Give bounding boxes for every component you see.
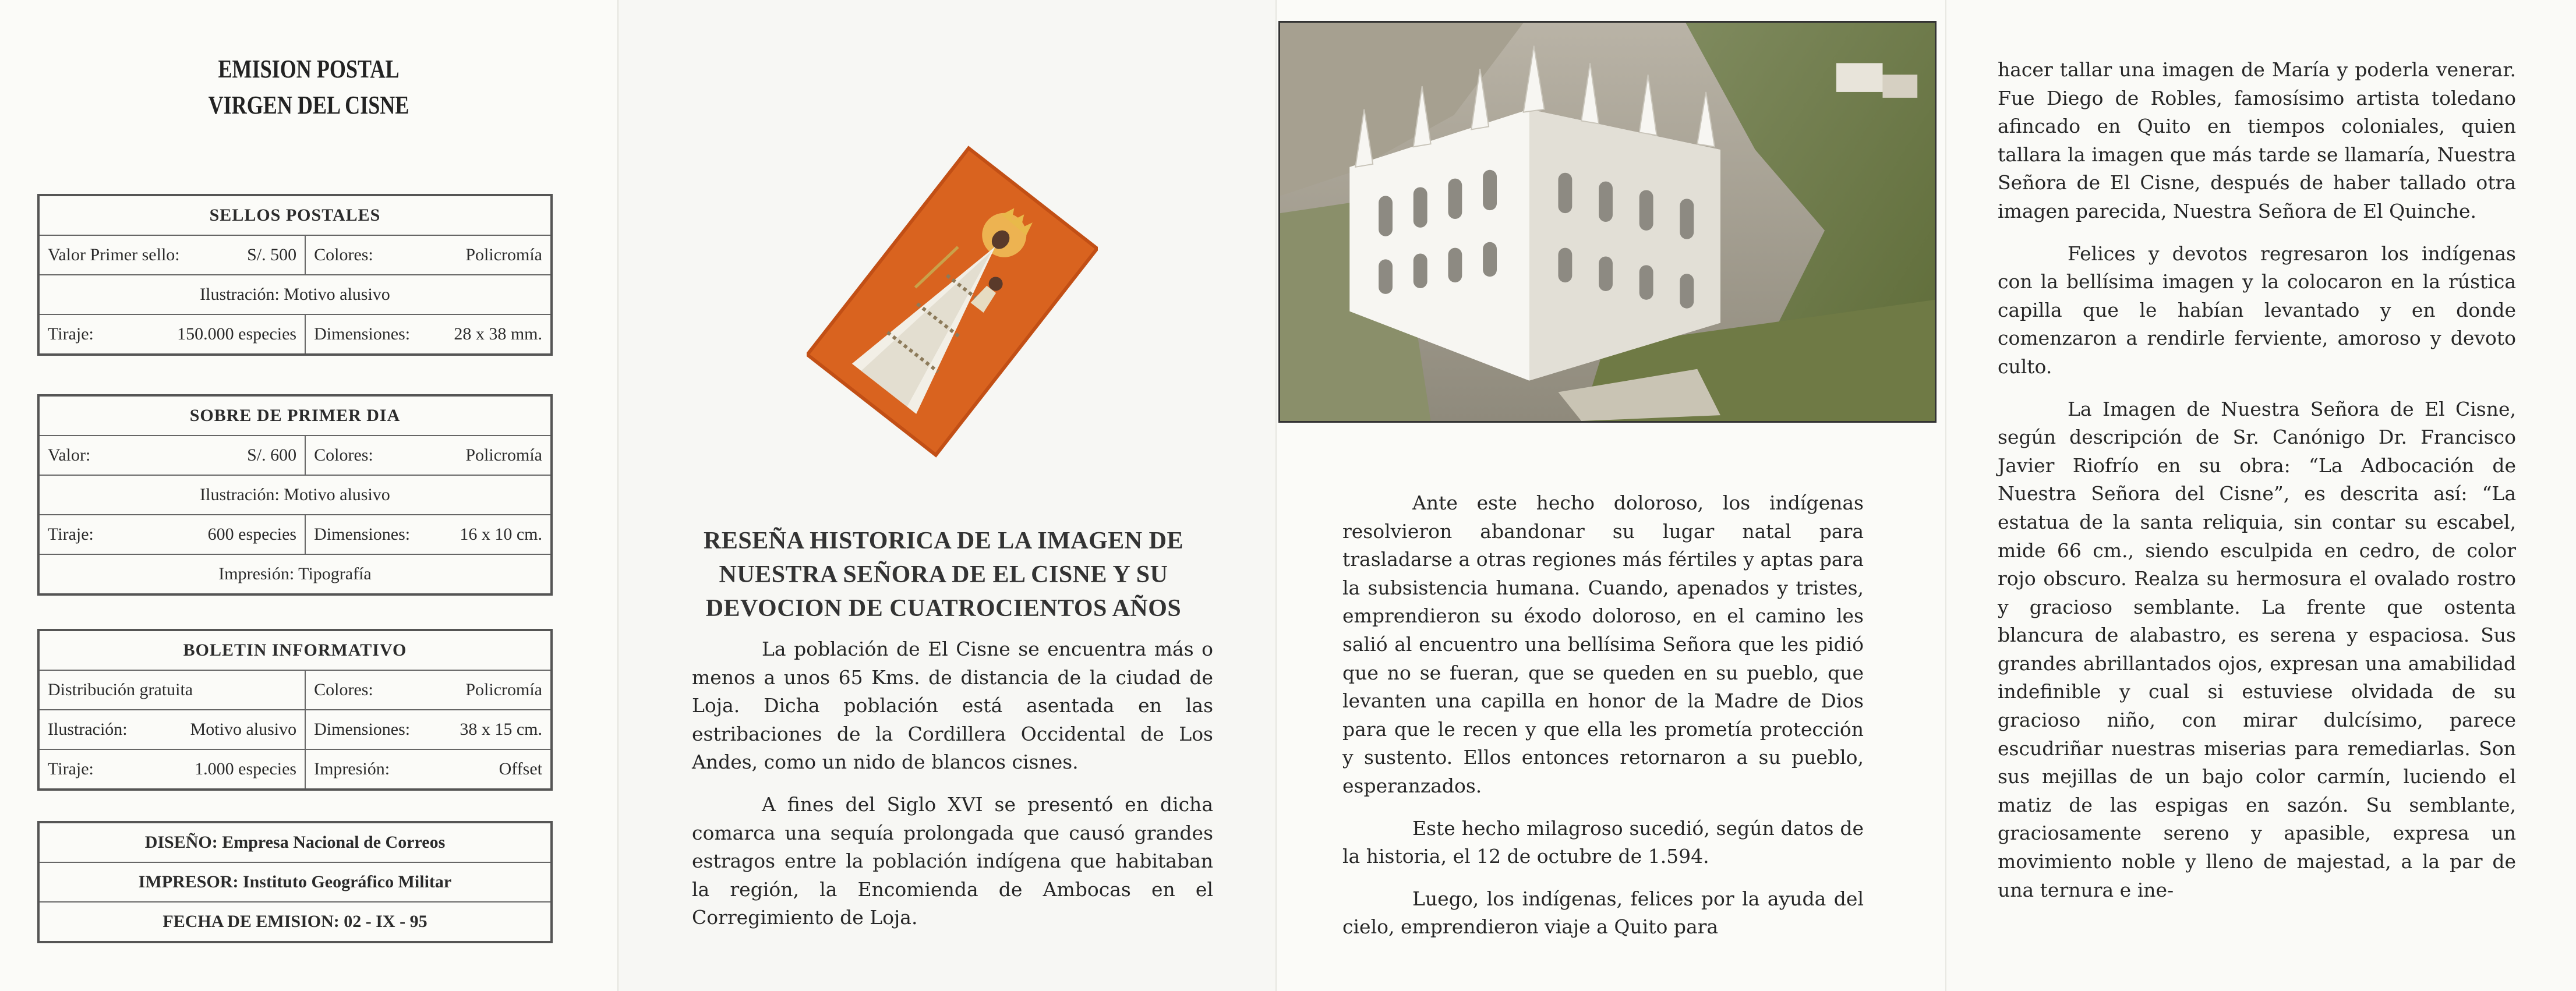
boletin-impresion-label: Impresión: xyxy=(314,759,390,778)
sellos-tiraje-label: Tiraje: xyxy=(48,324,94,344)
virgen-del-cisne-image xyxy=(807,139,1098,465)
paragraph: La población de El Cisne se encuentra más o menos a unos 65 Kms. de distancia de la ciudad de Loja. Dicha población está asentada en las estribaciones de la Cordillera Occidental de Los Andes, como un nido de blancos cisnes. xyxy=(692,638,1213,774)
sobre-impresion: Impresión: Tipografía xyxy=(38,554,552,594)
history-heading xyxy=(699,524,1188,625)
boletin-colores-label: Colores: xyxy=(314,680,373,699)
paragraph: A fines del Siglo XVI se presentó en dicha comarca una sequía prolongada que causó grandes estragos entre la población indígena que habitaban la región, la Encomienda de Ambocas en el Corregimiento de Loja. xyxy=(692,792,1213,929)
boletin-tiraje-value: 1.000 especies xyxy=(195,759,297,778)
boletin-dimensiones-value: 38 x 15 cm. xyxy=(460,720,542,739)
heading-line1: RESEÑA HISTORICA DE LA IMAGEN DE xyxy=(704,528,1183,554)
issue-title-line2: VIRGEN DEL CISNE xyxy=(208,91,409,119)
history-text-column3 xyxy=(1998,56,2516,918)
sobre-valor-label: Valor: xyxy=(48,445,91,465)
sellos-valor-label: Valor Primer sello: xyxy=(48,245,180,264)
sellos-ilustracion: Ilustración: Motivo alusivo xyxy=(38,275,552,314)
sellos-tiraje-value: 150.000 especies xyxy=(177,324,297,344)
sellos-dimensiones-value: 28 x 38 mm. xyxy=(454,324,542,344)
credits-table xyxy=(37,821,553,943)
heading-line3: DEVOCION DE CUATROCIENTOS AÑOS xyxy=(705,595,1182,622)
sobre-valor-value: S/. 600 xyxy=(247,445,297,465)
issue-title xyxy=(55,51,561,123)
paragraph: Ante este hecho doloroso, los indígenas resolvieron abandonar su lugar natal para trasladarse a otras regiones más fértiles y aptas para la subsistencia humana. Cuando, apenados y tristes, emprendieron su éxodo doloroso, en el camino les salió al encuentro una bellísima Señora que les pidió que no se fueran, que se queden en su pueblo, que levanten una capilla en honor de la Madre de Dios para que le recen y que ella les prometía protección y sustento. Ellos entonces retornaron a su pueblo, esperanzados. xyxy=(1342,491,1864,797)
boletin-distribucion: Distribución gratuita xyxy=(48,680,193,699)
panel-stamp-details xyxy=(0,0,617,991)
sobre-dimensiones-value: 16 x 10 cm. xyxy=(460,525,542,544)
sobre-colores-value: Policromía xyxy=(465,445,542,465)
boletin-dimensiones-label: Dimensiones: xyxy=(314,720,411,739)
sellos-header: SELLOS POSTALES xyxy=(38,195,552,235)
paragraph: La Imagen de Nuestra Señora de El Cisne, según descripción de Sr. Canónigo Dr. Francisco Javier Riofrío en su obra: “La Adbocación de Nuestra Señora del Cisne”, es descrita así: “La estatua de la santa reliquia, sin contar su escabel, mide 66 cm., siendo esculpida en cedro, de color rojo obscuro. Realza su hermosura el ovalado rostro y gracioso semblante. La frente que ostenta blancura de alabastro, es serena y espaciosa. Sus grandes abrillantados ojos, expresan una amabilidad indefinible y cual si estuviese olvidada de su gracioso niño, con mirar dulcísimo, parece escudriñar nuestras miserias para remediarlas. Son sus mejillas de un bajo color carmín, luciendo el matiz de las espigas en sazón. Su semblante, graciosamente sereno y apasible, expresa un movimiento noble y lleno de majestad, a la par de una ternura e ine- xyxy=(1998,397,2516,901)
paragraph: Luego, los indígenas, felices por la ayuda del cielo, emprendieron viaje a Quito para xyxy=(1342,887,1864,939)
sanctuary-photo xyxy=(1278,21,1937,423)
sobre-colores-label: Colores: xyxy=(314,445,373,465)
sellos-colores-label: Colores: xyxy=(314,245,373,264)
sellos-colores-value: Policromía xyxy=(465,245,542,264)
history-text-column2 xyxy=(1342,489,1864,955)
boletin-header: BOLETIN INFORMATIVO xyxy=(38,630,552,670)
sellos-valor-value: S/. 500 xyxy=(247,245,297,264)
boletin-colores-value: Policromía xyxy=(465,680,542,699)
sellos-postales-table xyxy=(37,194,553,356)
issue-title-line1: EMISION POSTAL xyxy=(218,55,400,83)
boletin-ilustracion-value: Motivo alusivo xyxy=(190,720,297,739)
credit-impresor: IMPRESOR: Instituto Geográfico Militar xyxy=(38,862,552,902)
history-text-column1 xyxy=(692,635,1213,946)
credit-fecha-emision: FECHA DE EMISION: 02 - IX - 95 xyxy=(38,902,552,942)
boletin-informativo-table xyxy=(37,629,553,791)
boletin-impresion-value: Offset xyxy=(499,759,542,778)
sobre-dimensiones-label: Dimensiones: xyxy=(314,525,411,544)
heading-line2: NUESTRA SEÑORA DE EL CISNE Y SU xyxy=(719,561,1168,588)
paragraph: Este hecho milagroso sucedió, según datos de la historia, el 12 de octubre de 1.594. xyxy=(1342,816,1864,868)
sellos-dimensiones-label: Dimensiones: xyxy=(314,324,411,344)
sanctuary-photo-drawing xyxy=(1280,23,1935,421)
sobre-primer-dia-table xyxy=(37,394,553,596)
credit-diseno: DISEÑO: Empresa Nacional de Correos xyxy=(38,822,552,862)
boletin-ilustracion-label: Ilustración: xyxy=(48,720,128,739)
boletin-tiraje-label: Tiraje: xyxy=(48,759,94,778)
sobre-ilustracion: Ilustración: Motivo alusivo xyxy=(38,475,552,515)
paragraph: Felices y devotos regresaron los indígenas con la bellísima imagen y la colocaron en la rústica capilla que le habían levantado y en donde comenzaron a rendirle ferviente, amoroso y devoto culto. xyxy=(1998,242,2516,378)
sobre-tiraje-label: Tiraje: xyxy=(48,525,94,544)
sobre-tiraje-value: 600 especies xyxy=(207,525,297,544)
paragraph: hacer tallar una imagen de María y poderla venerar. Fue Diego de Robles, famosísimo artista toledano afincado en Quito en tiempos coloniales, quien tallara la imagen que más tarde se llamaría, Nuestra Señora de El Cisne, después de haber tallado otra imagen parecida, Nuestra Señora de El Quinche. xyxy=(1998,58,2516,222)
sobre-header: SOBRE DE PRIMER DIA xyxy=(38,395,552,436)
